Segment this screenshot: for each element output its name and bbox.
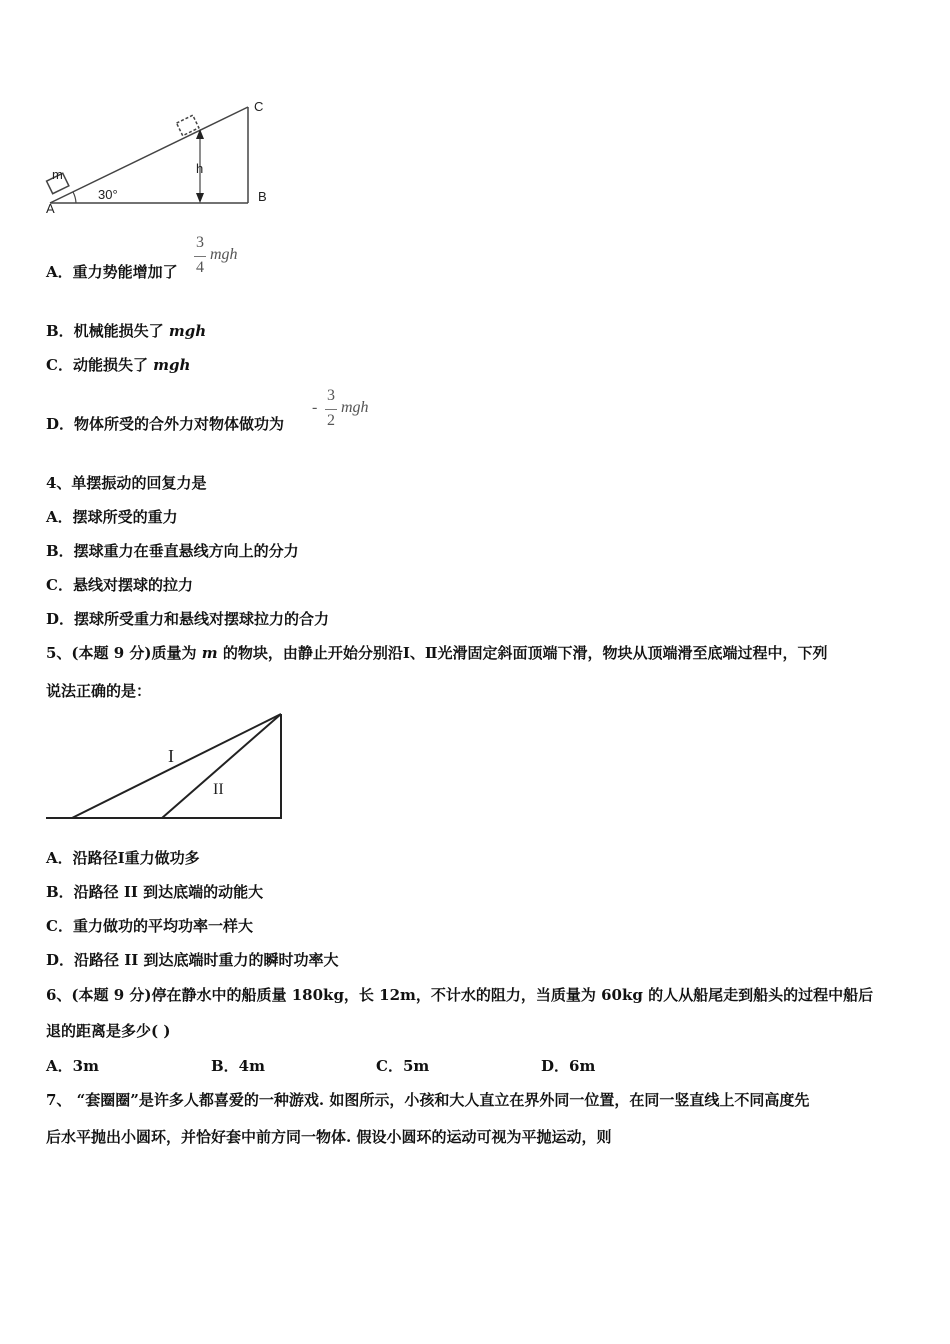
label-path-2: II: [213, 781, 224, 798]
two-inclines-figure: [44, 710, 286, 826]
label-path-1: I: [168, 746, 174, 766]
q3-a-fraction-bar: [194, 256, 206, 257]
q3-option-c: [46, 354, 190, 375]
label-h: h: [196, 161, 204, 176]
label-c: C: [254, 99, 264, 114]
q5-option-d: D．沿路径 II 到达底端时重力的瞬时功率大: [46, 951, 339, 969]
q5-option-a: A．沿路径Ⅰ重力做功多: [46, 849, 200, 867]
q7-stem-line2: 后水平抛出小圆环，并恰好套中前方同一物体. 假设小圆环的运动可视为平抛运动，则: [46, 1128, 612, 1146]
label-b: B: [258, 189, 267, 204]
q6-stem-line1: 6、(本题 9 分)停在静水中的船质量 180kg，长 12m，不计水的阻力，当质量为 60kg 的人从船尾走到船头的过程中船后: [46, 986, 874, 1004]
q4-option-b: B．摆球重力在垂直悬线方向上的分力: [46, 542, 299, 560]
q3-option-d-text: D．物体所受的合外力对物体做功为: [46, 415, 285, 433]
q3-option-b-text: B．机械能损失了: [46, 322, 169, 340]
q6-option-a: A．3m: [46, 1057, 99, 1075]
q3-option-b-var: mgh: [168, 322, 207, 340]
incline-line: [50, 107, 248, 203]
q3-d-fraction-bar: [325, 409, 337, 410]
q3-option-a-text: A．重力势能增加了: [46, 263, 178, 281]
q3-option-b: [46, 320, 206, 341]
q3-d-sign: -: [312, 399, 318, 416]
q6-option-b: B．4m: [211, 1057, 265, 1075]
q4-option-c: C．悬线对摆球的拉力: [46, 576, 193, 594]
q3-option-d: [46, 413, 284, 434]
arrow-down-icon: [196, 193, 204, 203]
q5-option-b: B．沿路径 II 到达底端的动能大: [46, 883, 264, 901]
q3-a-expression: mgh: [210, 246, 238, 263]
q3-d-denominator: 2: [327, 412, 335, 429]
q5-option-c: C．重力做功的平均功率一样大: [46, 917, 253, 935]
q3-option-a-fraction: [194, 234, 254, 282]
q5-stem-var: m: [201, 644, 218, 662]
q5-stem-b: 的物块，由静止开始分别沿Ⅰ、Ⅱ光滑固定斜面顶端下滑，物块从顶端滑至底端过程中，下列: [217, 644, 828, 662]
q5-stem-line2: 说法正确的是：: [46, 682, 152, 700]
q6-option-c: C．5m: [376, 1057, 430, 1075]
path-1-incline: [72, 714, 281, 818]
incline-figure: [40, 95, 280, 220]
q3-option-d-fraction: [312, 387, 382, 435]
q4-stem: 4、单摆振动的回复力是: [46, 474, 207, 492]
q3-a-numerator: 3: [196, 234, 204, 251]
q3-d-expression: mgh: [341, 399, 369, 416]
q4-option-a: A．摆球所受的重力: [46, 508, 178, 526]
q4-option-d: D．摆球所受重力和悬线对摆球拉力的合力: [46, 610, 330, 628]
q5-stem-a: 5、(本题 9 分)质量为: [46, 644, 202, 662]
q3-option-a: [46, 261, 178, 282]
q3-option-c-var: mgh: [153, 356, 191, 374]
q6-stem-line2: 退的距离是多少( ): [46, 1022, 171, 1040]
q5-stem-line1: [46, 642, 828, 663]
path-2-incline: [162, 714, 281, 818]
angle-arc: [73, 192, 76, 203]
q7-stem-line1: 7、 “套圈圈”是许多人都喜爱的一种游戏. 如图所示，小孩和大人直立在界外同一位置，在同一竖直线上不同高度先: [46, 1091, 810, 1109]
label-m: m: [52, 167, 63, 182]
arrow-up-icon: [196, 129, 204, 139]
q3-a-denominator: 4: [196, 259, 204, 276]
q6-option-d: D．6m: [541, 1057, 596, 1075]
q3-d-numerator: 3: [327, 387, 335, 404]
label-angle: 30°: [98, 187, 118, 202]
label-a: A: [46, 201, 55, 216]
q3-option-c-text: C．动能损失了: [46, 356, 154, 374]
